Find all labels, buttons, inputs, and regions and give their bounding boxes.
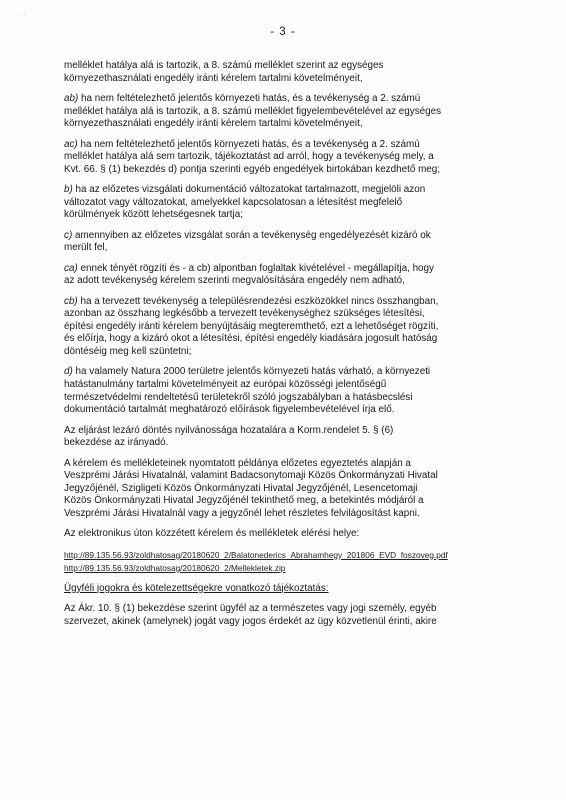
line-text: Jegyzőjénél, Szigligeti Közös Önkormányzati Hivatal Jegyzőjénél, Lesencetomaji	[64, 482, 418, 494]
paragraph	[64, 60, 508, 85]
text-line	[64, 366, 508, 379]
scan-speck: · ·	[18, 10, 26, 19]
line-text: ha a tervezett tevékenység a településrendezési eszközökkel nincs összhangban,	[80, 295, 439, 307]
paragraph	[64, 366, 508, 416]
line-text: természetvédelmi rendeltetésű területekről szóló jogszabályban a hatásbecslési	[64, 391, 413, 403]
line-text: környezethasználati engedély iránti kérelem tartalmi követelményeit,	[64, 118, 363, 130]
page-number: - 3 -	[270, 26, 296, 38]
item-marker: c)	[64, 229, 73, 241]
text-line	[64, 470, 508, 483]
line-text: azonban az összhang legkésőbb a tervezett tevékenységhez szükséges létesítési,	[64, 308, 425, 320]
line-text: Veszprémi Járási Hivatalnál vagy a jegyzőnél lehet részletes felvilágosítást kapni.	[64, 507, 420, 519]
line-text: merült fel,	[64, 242, 108, 254]
line-text: A kérelem és mellékleteinek nyomtatott példánya előzetes egyeztetés alapján a	[64, 457, 411, 469]
document-body	[64, 60, 508, 636]
text-line	[64, 346, 508, 359]
text-line: Az Ákr. 10. § (1) bekezdése szerint ügyfél az a természetes vagy jogi személy, egyéb	[64, 603, 437, 615]
item-marker: ac)	[64, 138, 78, 150]
paragraph	[64, 93, 508, 131]
paragraph	[64, 230, 508, 255]
line-text: dokumentáció tartalmát meghatározó előírások figyelembevételével írja elő.	[64, 404, 395, 416]
text-line	[64, 93, 508, 106]
text-line	[64, 458, 508, 471]
text-line	[64, 528, 508, 541]
paragraph	[64, 139, 508, 177]
text-line	[64, 106, 508, 119]
document-link-zip[interactable]: http://89.135.56.93/zoldhatosag/20180620_2/Mellekletek.zip	[64, 562, 286, 573]
document-link-pdf[interactable]: http://89.135.56.93/zoldhatosag/20180620_2/Balatonederics_Abrahamhegy_201806_EVD_foszoveg.pdf	[64, 549, 448, 560]
line-text: az adott tevékenység kérelem szerinti megvalósítására engedély nem adható,	[64, 275, 405, 287]
line-text: Kvt. 66. § (1) bekezdés d) pontja szerinti egyéb engedélyek birtokában kezdhető meg;	[64, 163, 441, 175]
final-paragraph	[64, 603, 508, 628]
text-line	[64, 242, 508, 255]
line-text: ha nem feltételezhető jelentős környezeti hatás, és a tevékenység a 2. számú	[80, 138, 420, 150]
item-marker: ab)	[64, 92, 79, 104]
text-line	[64, 321, 508, 334]
line-text: melléklet hatálya alá is tartozik, a 8. számú melléklet szerint az egységes	[64, 60, 384, 71]
line-text: változatot vagy változatokat, amelyekkel kapcsolatosan a létesítést megfelelő	[64, 196, 403, 208]
item-marker: ca)	[64, 262, 78, 274]
text-line	[64, 392, 508, 405]
item-marker: b)	[64, 184, 73, 196]
text-line	[64, 333, 508, 346]
text-line	[64, 118, 508, 131]
paragraph	[64, 263, 508, 288]
text-line	[64, 164, 508, 177]
text-line	[64, 197, 508, 210]
line-text: és előírja, hogy a kizáró okot a létesítési, építési engedély kiadására jogosult hatóság	[64, 333, 438, 345]
text-line	[64, 209, 508, 222]
text-line	[64, 73, 508, 86]
line-text: döntéséig meg kell szüntetni;	[64, 346, 192, 358]
text-line	[64, 263, 508, 276]
text-line	[64, 296, 508, 309]
text-line	[64, 425, 508, 438]
paragraph	[64, 425, 508, 450]
text-line	[64, 379, 508, 392]
text-line	[64, 60, 508, 73]
link-list	[64, 549, 508, 575]
line-text: Veszprémi Járási Hivatalnál, valamint Badacsonytomaji Közös Önkormányzati Hivatal	[64, 470, 438, 482]
line-text: építési engedély iránti kérelem benyújtásáig megteremthető, ezt a lehetőséget rögzíti,	[64, 320, 439, 332]
line-text: bekezdése az irányadó.	[64, 437, 169, 449]
text-line	[64, 184, 508, 197]
line-text: ha az előzetes vizsgálati dokumentáció változatokat tartalmazott, megjelöli azon	[75, 184, 426, 196]
line-text: Közös Önkormányzati Hivatal Jegyzőjénél tekinthető meg, a betekintés módjáról a	[64, 495, 424, 507]
text-line	[64, 275, 508, 288]
line-text: Az eljárást lezáró döntés nyilvánossága hozatalára a Korm.rendelet 5. § (6)	[64, 424, 394, 436]
paragraph	[64, 528, 508, 541]
text-line	[64, 230, 508, 243]
text-line	[64, 437, 508, 450]
line-text: ha nem feltételezhető jelentős környezeti hatás, és a tevékenység a 2. számú	[81, 92, 421, 104]
text-line	[64, 151, 508, 164]
line-text: környezethasználati engedély iránti kérelem tartalmi követelményeit,	[64, 72, 363, 84]
paragraph	[64, 458, 508, 521]
paragraph	[64, 296, 508, 359]
text-line	[64, 308, 508, 321]
text-line	[64, 483, 508, 496]
line-text: körülmények között lehetségesnek tartja;	[64, 209, 243, 221]
line-text: hatástanulmány tartalmi követelményeit az európai közösségi jelentőségű	[64, 379, 387, 391]
text-line	[64, 139, 508, 152]
line-text: ha valamely Natura 2000 területre jelentős környezeti hatás várható, a környezeti	[75, 366, 431, 378]
text-line	[64, 495, 508, 508]
section-heading: Ügyféli jogokra és kötelezettségekre vonatkozó tájékoztatás:	[64, 582, 329, 594]
line-text: melléklet hatálya alá sem tartozik, tájékoztatást ad arról, hogy a tevékenység mely, a	[64, 151, 434, 163]
item-marker: d)	[64, 366, 73, 378]
text-line	[64, 404, 508, 417]
line-text: ennek tényét rögzíti és - a cb) alpontban foglaltak kivételével - megállapítja, hogy	[80, 262, 434, 274]
line-text: amennyiben az előzetes vizsgálat során a tevékenység engedélyezését kizáró ok	[74, 229, 431, 241]
paragraph-list	[64, 60, 508, 541]
line-text: Az elektronikus úton közzétett kérelem és mellékletek elérési helye:	[64, 528, 360, 540]
paragraph	[64, 184, 508, 222]
item-marker: cb)	[64, 295, 78, 307]
line-text: melléklet hatálya alá is tartozik, a 8. számú melléklet figyelembevételével az egységes	[64, 105, 442, 117]
text-line	[64, 508, 508, 521]
text-line: szervezet, akinek (amelynek) jogát vagy jogos érdekét az ügy közvetlenül érinti, akire	[64, 615, 437, 627]
